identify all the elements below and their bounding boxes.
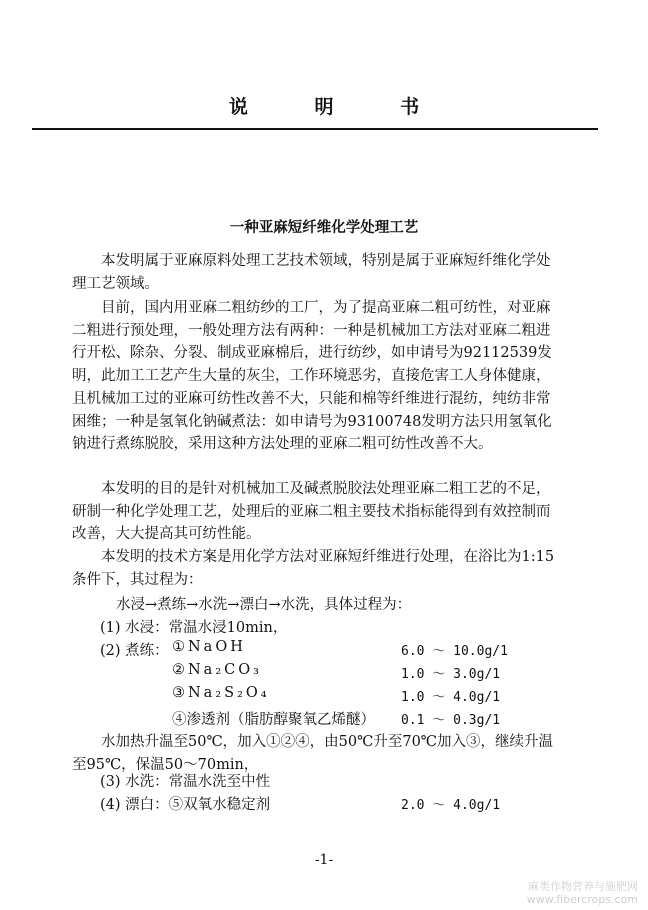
step-bleach-conc: 2.0 ～ 4.0g/1 <box>401 798 501 813</box>
reagent-naoh: ①NaOH <box>172 639 246 655</box>
paragraph-field: 本发明属于亚麻原料处理工艺技术领域，特别是属于亚麻短纤维化学处理工艺领域。 <box>72 253 551 292</box>
paragraph-background: 目前，国内用亚麻二粗纺纱的工厂，为了提高亚麻二粗可纺性，对亚麻二粗进行预处理，一般处理方法有两种：一种是机械加工方法对亚麻二粗进行开松、除杂、分裂、制成亚麻棉后，进行纺纱，如申请号为92112539发明，此加工工艺产生大量的灰尘，工作环境恶劣，直接危害工人身体健康，且机械加工过的亚麻可纺性改善不大，只能和棉等纤维进行混纺，纯纺非常困维；一种是氢氧化钠碱煮法：如申请号为93100748发明方法只用氢氧化钠进行煮练脱胶，采用这种方法处理的亚麻二粗可纺性改善不大。 <box>72 300 552 453</box>
step-bleach: (4) 漂白：⑤双氧水稳定剂 <box>100 797 271 813</box>
watermark-url: www.fibercrops.com <box>526 893 638 906</box>
watermark-cn: 麻类作物营养与施肥网 <box>528 880 638 893</box>
step-wash: (3) 水洗：常温水洗至中性 <box>100 774 271 790</box>
paragraph-objective: 本发明的目的是针对机械加工及碱煮脱胶法处理亚麻二粗工艺的不足，研制一种化学处理工艺，处理后的亚麻二粗主要技术指标能得到有效控制而改善，大大提高其可纺性能。 <box>72 481 551 543</box>
reagent-penetrant-conc: 0.1 ～ 0.3g/1 <box>401 713 501 728</box>
paragraph-scheme: 本发明的技术方案是用化学方法对亚麻短纤维进行处理，在浴比为1:15条件下，其过程为： <box>72 549 555 588</box>
header-title: 说 明 书 <box>228 96 450 118</box>
reagent-na2s2o4: ③Na₂S₂O₄ <box>172 685 270 701</box>
reagent-penetrant: ④渗透剂（脂肪醇聚氧乙烯醚） <box>172 712 375 728</box>
header-rule <box>32 128 598 130</box>
reagent-na2co3-conc: 1.0 ～ 3.0g/1 <box>401 667 501 682</box>
reagent-na2co3: ②Na₂CO₃ <box>172 662 262 678</box>
page-number: -1- <box>314 852 334 868</box>
step-soak: (1) 水浸：常温水浸10min， <box>100 620 288 636</box>
process-flow: 水浸→煮练→水洗→漂白→水洗，具体过程为： <box>116 597 412 613</box>
reagent-na2s2o4-conc: 1.0 ～ 4.0g/1 <box>401 690 501 705</box>
step-scour-label: (2) 煮练： <box>100 643 169 659</box>
heating-procedure: 水加热升温至50℃，加入①②④，由50℃升至70℃加入③，继续升温至95℃，保温50～70min， <box>72 734 554 773</box>
reagent-naoh-conc: 6.0 ～ 10.0g/1 <box>401 644 508 659</box>
document-title: 一种亚麻短纤维化学处理工艺 <box>229 220 419 236</box>
